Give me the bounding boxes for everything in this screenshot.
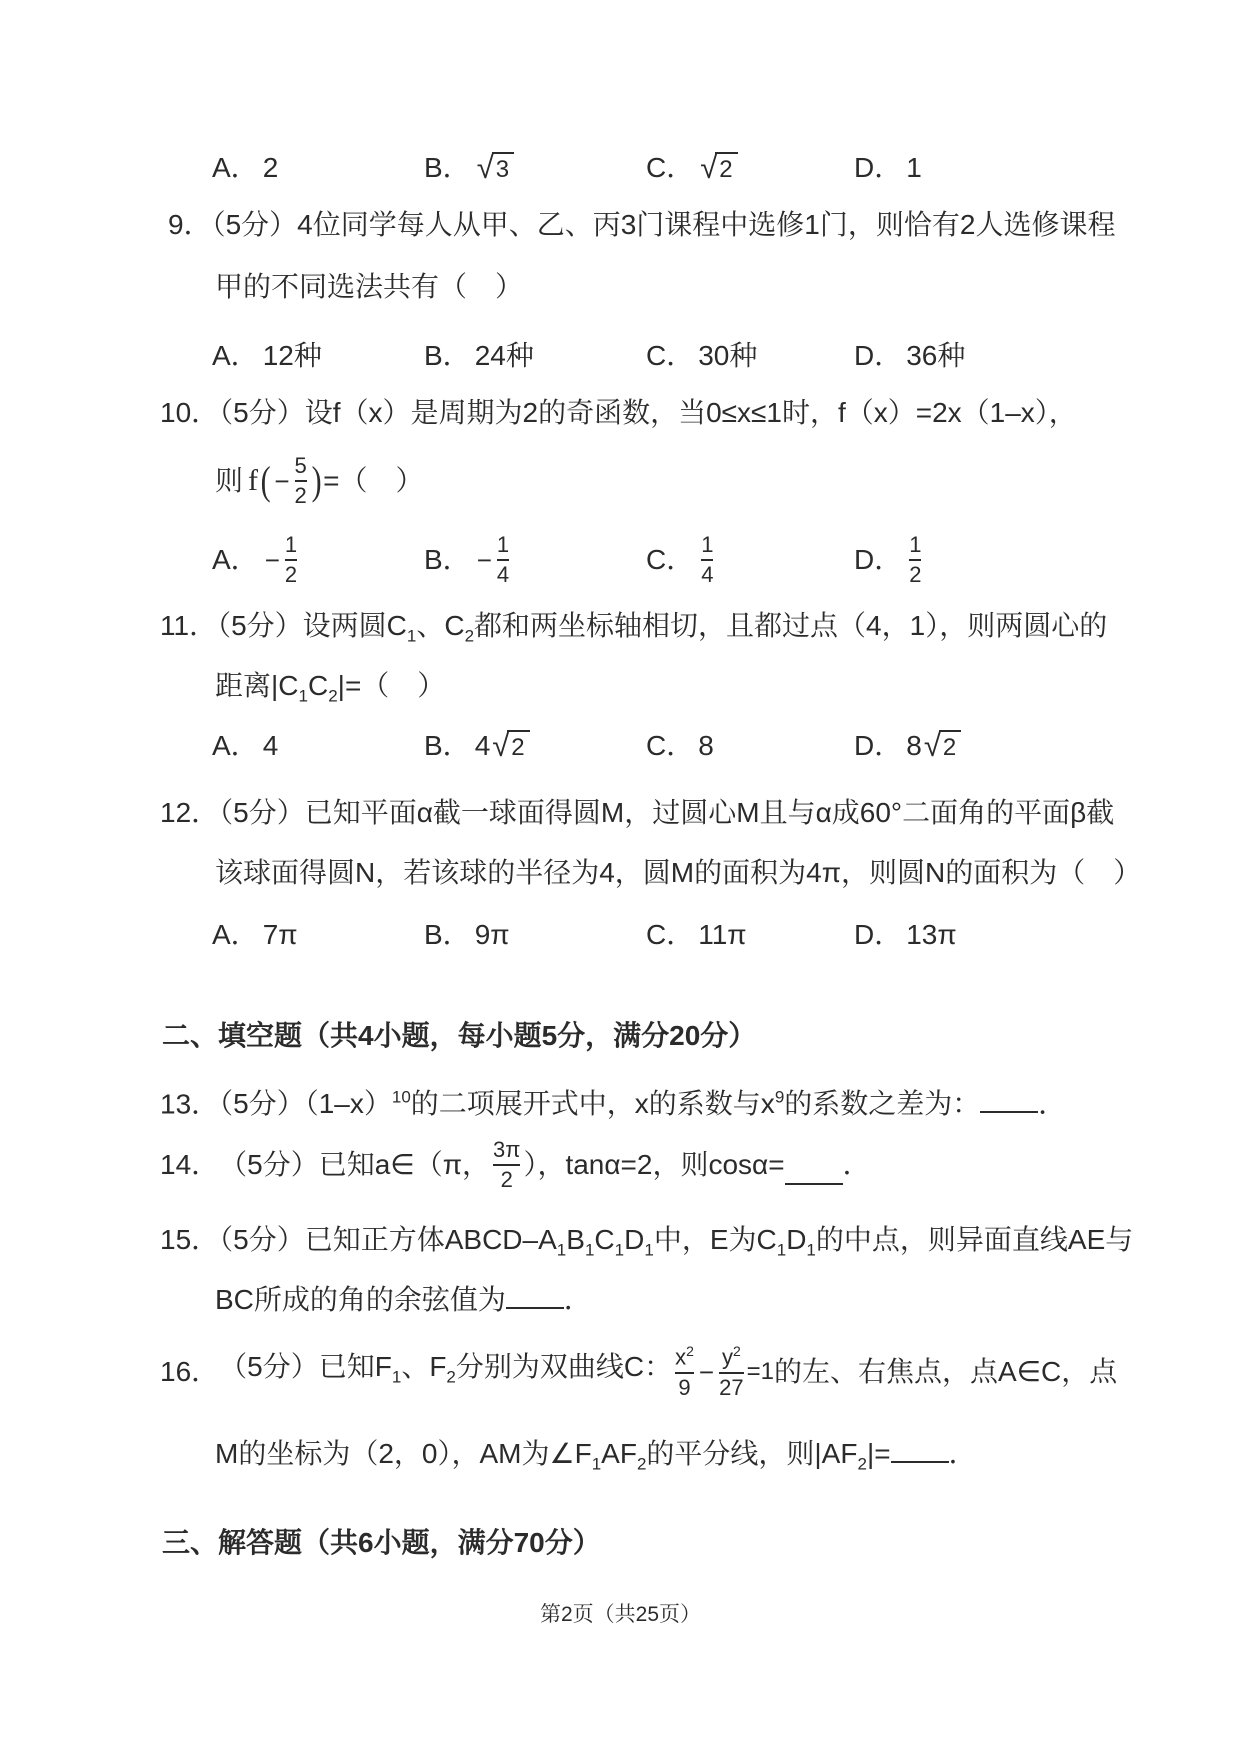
fraction: [497, 533, 509, 587]
subscript: 1: [776, 1240, 787, 1260]
fraction-numerator: 5: [294, 453, 307, 478]
option-label: B．: [424, 919, 471, 950]
minus-sign: −: [476, 545, 492, 575]
q10-option-a: [212, 524, 300, 596]
q12-option-b: [424, 916, 510, 954]
question-text: 则: [215, 465, 244, 496]
radicand: 3: [492, 152, 514, 183]
text: M的坐标为（2，0），AM为∠F: [215, 1438, 592, 1469]
subscript: 1: [591, 1454, 602, 1474]
option-label: D．: [854, 730, 903, 761]
text: |=（ ）: [337, 670, 446, 701]
subscript: 2: [328, 686, 338, 706]
option-value: 7π: [262, 919, 298, 950]
fraction-bar: [285, 559, 297, 561]
left-paren: (: [260, 458, 271, 503]
option-label: A．: [212, 152, 259, 183]
radicand: 2: [715, 152, 737, 183]
question-number: 13．: [160, 1088, 220, 1120]
option-label: B．: [424, 544, 471, 575]
option-label: C．: [646, 919, 695, 950]
question-text: [219, 1224, 1134, 1260]
subscript: 2: [636, 1454, 647, 1474]
option-label: D．: [854, 919, 903, 950]
question-text: 该球面得圆N，若该球的半径为4，圆M的面积为4π，则圆N的面积为（ ）: [215, 857, 1142, 888]
fraction-denominator: 4: [496, 562, 510, 587]
q10-option-b: [424, 524, 512, 596]
option-label: C．: [646, 152, 695, 183]
fraction-bar: [493, 1164, 520, 1166]
q15-line-2: [215, 1277, 592, 1319]
question-number: 12．: [160, 797, 220, 828]
subscript: 1: [614, 1240, 625, 1260]
fraction-bar: [701, 559, 713, 561]
coefficient: 8: [906, 730, 922, 761]
question-text: [219, 1348, 672, 1397]
superscript: 10: [391, 1088, 411, 1107]
question-text: 甲的不同选法共有（ ）: [215, 271, 524, 302]
q8-options-row: [0, 146, 1241, 190]
question-text: [217, 610, 1108, 646]
text: 的平分线，则|AF: [646, 1438, 858, 1469]
fraction: [285, 533, 297, 587]
subscript: 1: [806, 1240, 816, 1260]
fraction-bar: [295, 480, 307, 482]
q11-option-a: [212, 724, 278, 768]
subscript: 1: [406, 626, 417, 646]
q11-line-2: [215, 667, 445, 716]
q16-line-2: [215, 1431, 977, 1484]
minus-sign: −: [274, 466, 290, 496]
radicand: 2: [939, 730, 961, 761]
question-text: [219, 1088, 980, 1119]
fraction-denominator: 27: [719, 1374, 744, 1400]
fraction-numerator: 1: [496, 532, 510, 557]
answer-blank: [891, 1431, 949, 1463]
question-text: ），tanα=2，则cosα=: [523, 1149, 785, 1180]
q11-line-1: [160, 607, 1107, 656]
text: ．: [1038, 1088, 1067, 1120]
fraction-bar: [909, 559, 921, 561]
option-value: 4: [262, 730, 279, 761]
option-value: 36种: [906, 340, 966, 371]
sqrt-expression: [477, 152, 514, 184]
variable: x: [675, 1344, 687, 1370]
text: ．: [948, 1438, 977, 1469]
subscript: 1: [391, 1367, 402, 1387]
superscript: 2: [732, 1343, 741, 1360]
fraction-denominator: 4: [701, 562, 714, 587]
coefficient: 4: [474, 730, 491, 761]
answer-blank: [980, 1081, 1038, 1113]
radicand: 2: [507, 730, 529, 761]
q9-line-2: [215, 268, 523, 306]
radical-icon: √: [923, 728, 941, 763]
answer-blank: [785, 1153, 843, 1185]
option-label: C．: [646, 730, 695, 761]
text: 的系数之差为：: [784, 1088, 981, 1120]
text: D: [786, 1224, 807, 1255]
option-value: 9π: [474, 919, 510, 950]
q12-line-1: [160, 794, 1114, 832]
question-text: =（ ）: [323, 465, 424, 496]
option-value: 13π: [906, 919, 957, 950]
option-value: 12种: [262, 340, 322, 371]
option-value: 1: [906, 152, 922, 183]
page-footer: 第2页（共25页）: [539, 1603, 702, 1626]
text: （5分）已知正方体ABCD–A: [219, 1224, 557, 1255]
q10-options-row: [0, 524, 1241, 596]
question-text: [215, 670, 446, 706]
question-number: 11．: [160, 610, 218, 641]
fraction: [675, 1344, 694, 1399]
option-label: B．: [424, 152, 471, 183]
q10-line-1: [160, 394, 1077, 432]
fraction-denominator: 9: [678, 1374, 691, 1400]
q12-line-2: [215, 854, 1141, 892]
fraction: [295, 454, 307, 508]
question-text: BC所成的角的余弦值为: [215, 1284, 506, 1315]
subscript: 1: [298, 686, 308, 706]
text: |=: [866, 1438, 891, 1469]
question-text: （5分）已知a∈（π，: [219, 1149, 491, 1180]
q10-line-2: [215, 446, 423, 516]
question-number: 16．: [160, 1356, 220, 1387]
fraction-numerator: [722, 1344, 741, 1369]
q10-option-c: [646, 524, 716, 596]
option-label: D．: [854, 152, 903, 183]
fraction-denominator: 2: [500, 1167, 513, 1192]
q8-option-a: [212, 146, 278, 190]
option-label: A．: [212, 919, 259, 950]
text: 、C: [416, 610, 465, 641]
q9-option-a: [212, 337, 322, 375]
superscript: 2: [686, 1343, 694, 1360]
minus-sign: −: [264, 545, 280, 575]
subscript: 2: [464, 626, 475, 646]
fraction: [719, 1344, 743, 1399]
q11-option-d: [854, 724, 961, 768]
q11-options-row: [0, 724, 1241, 768]
q11-option-c: [646, 724, 714, 768]
q12-option-d: [854, 916, 957, 954]
text: ．: [842, 1149, 871, 1180]
fraction-numerator: 1: [909, 532, 922, 557]
fraction-numerator: 3π: [493, 1137, 521, 1162]
q12-option-c: [646, 916, 747, 954]
fraction-numerator: 1: [284, 532, 298, 557]
option-label: A．: [212, 730, 259, 761]
option-label: D．: [854, 544, 903, 575]
option-value: 11π: [698, 919, 747, 950]
q12-option-a: [212, 916, 298, 954]
subscript: 1: [556, 1240, 567, 1260]
equals-one: =1: [746, 1358, 774, 1385]
q14-line: [160, 1134, 871, 1196]
option-value: 8: [698, 730, 714, 761]
q9-options-row: [0, 337, 1241, 375]
text: 都和两坐标轴相切，且都过点（4，1），则两圆心的: [474, 610, 1108, 641]
text: 的中点，则异面直线AE与: [815, 1224, 1134, 1255]
text: C: [307, 670, 329, 701]
text: 的二项展开式中，x的系数与x: [410, 1088, 775, 1120]
subscript: 2: [446, 1367, 456, 1387]
option-label: A．: [212, 544, 259, 575]
text: C: [594, 1224, 615, 1255]
text: ．: [563, 1284, 592, 1315]
q15-line-1: [160, 1221, 1133, 1270]
q8-option-b: [424, 146, 514, 190]
text: 、F: [401, 1350, 447, 1382]
function-symbol: f: [248, 464, 259, 497]
sqrt-expression: [700, 152, 737, 184]
q12-options-row: [0, 916, 1241, 954]
text: AF: [601, 1438, 637, 1469]
fraction-denominator: 2: [294, 483, 307, 508]
subscript: 2: [857, 1454, 867, 1474]
radical-icon: √: [476, 150, 494, 185]
question-text: （5分）已知平面α截一球面得圆M，过圆心M且与α成60°二面角的平面β截: [219, 797, 1115, 828]
q8-option-d: [854, 146, 922, 190]
option-value: 30种: [698, 340, 758, 371]
q10-option-d: [854, 524, 924, 596]
fraction-bar: [497, 559, 509, 561]
text: （5分）设两圆C: [217, 610, 407, 641]
answer-blank: [506, 1277, 564, 1309]
option-label: A．: [212, 340, 259, 371]
text: 分别为双曲线C：: [455, 1350, 673, 1382]
subscript: 1: [584, 1240, 595, 1260]
fraction-numerator: [675, 1344, 694, 1369]
q13-line: [160, 1079, 1066, 1123]
subscript: 1: [644, 1240, 654, 1260]
q9-option-d: [854, 337, 965, 375]
text: B: [566, 1224, 585, 1255]
option-label: C．: [646, 544, 695, 575]
minus-sign: −: [698, 1357, 715, 1387]
q11-option-b: [424, 724, 530, 768]
option-label: B．: [424, 340, 471, 371]
section-3-header: 三、解答题（共6小题，满分70分）: [162, 1527, 601, 1558]
text: 中，E为C: [653, 1224, 777, 1255]
radical-icon: √: [492, 728, 510, 763]
q9-option-c: [646, 337, 757, 375]
option-label: C．: [646, 340, 695, 371]
fraction: [493, 1138, 520, 1192]
fraction: [701, 533, 713, 587]
option-value: 2: [262, 152, 279, 183]
fraction-denominator: 2: [909, 562, 922, 587]
sqrt-expression: [924, 730, 961, 762]
text: （5分）（1–x）: [219, 1088, 392, 1120]
question-number: 9．: [168, 209, 212, 240]
radical-icon: √: [700, 150, 718, 185]
option-value: 24种: [474, 340, 534, 371]
option-label: D．: [854, 340, 903, 371]
section-2-header: 二、填空题（共4小题，每小题5分，满分20分）: [162, 1020, 757, 1051]
q16-line-1: [160, 1340, 1117, 1404]
fraction-bar: [719, 1372, 743, 1374]
variable: y: [721, 1344, 733, 1370]
question-number: 10．: [160, 397, 220, 428]
sqrt-expression: [492, 730, 529, 762]
q8-option-c: [646, 146, 738, 190]
text: 距离|C: [215, 670, 299, 701]
option-label: B．: [424, 730, 471, 761]
right-paren: ): [311, 458, 322, 503]
fraction-numerator: 1: [701, 532, 714, 557]
question-number: 14．: [160, 1149, 220, 1180]
text: （5分）已知F: [219, 1350, 392, 1382]
q9-option-b: [424, 337, 534, 375]
q9-line-1: [168, 206, 1115, 244]
fraction: [909, 533, 921, 587]
question-text: [215, 1438, 891, 1474]
superscript: 9: [774, 1088, 785, 1107]
question-number: 15．: [160, 1224, 220, 1255]
question-text: （5分）设f（x）是周期为2的奇函数，当0≤x≤1时，f（x）=2x（1–x），: [219, 397, 1077, 428]
fraction-bar: [675, 1372, 694, 1374]
question-text: 的左、右焦点，点A∈C，点: [773, 1356, 1118, 1387]
fraction-denominator: 2: [284, 562, 298, 587]
text: D: [624, 1224, 645, 1255]
question-text: （5分）4位同学每人从甲、乙、丙3门课程中选修1门，则恰有2人选修课程: [211, 209, 1116, 240]
